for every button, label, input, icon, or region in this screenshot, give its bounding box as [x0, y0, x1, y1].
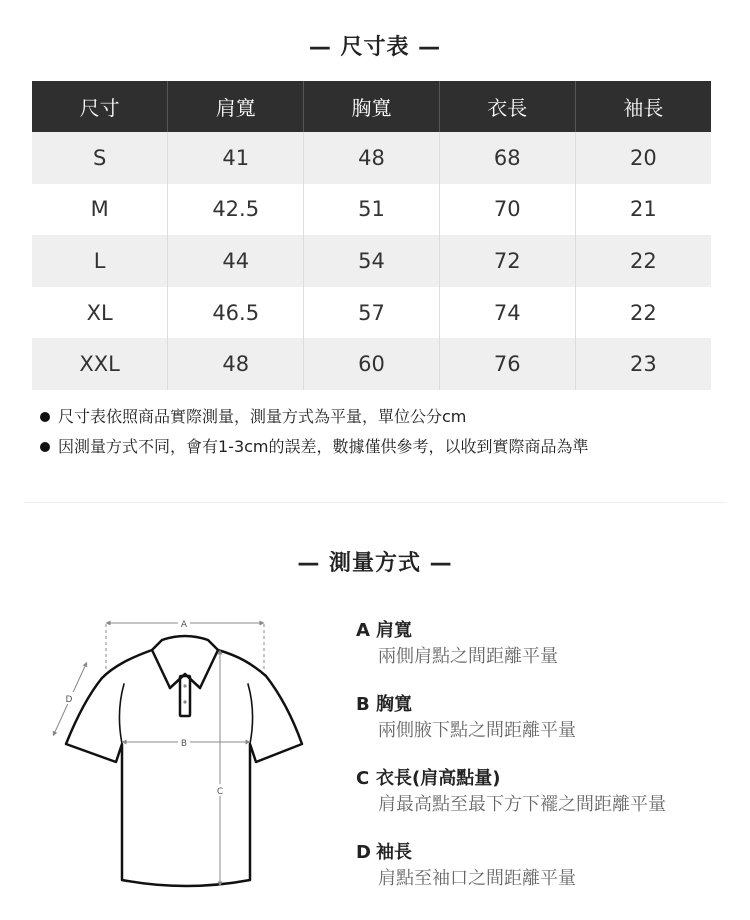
cell-size: S [32, 132, 168, 184]
polo-shirt-diagram [44, 612, 304, 892]
cell-sleeve: 22 [575, 235, 711, 287]
measurement-definitions [356, 618, 666, 914]
cell-length: 70 [439, 184, 575, 236]
cell-shoulder: 44 [168, 235, 304, 287]
bullet-icon [40, 442, 50, 452]
cell-shoulder: 42.5 [168, 184, 304, 236]
table-row [32, 184, 711, 236]
cell-length: 74 [439, 287, 575, 339]
cell-sleeve: 20 [575, 132, 711, 184]
def-letter: D [356, 842, 371, 863]
definition-item [356, 618, 666, 670]
guide-lines [106, 624, 264, 672]
definition-item [356, 766, 666, 818]
note-item [40, 432, 589, 462]
cell-chest: 48 [304, 132, 440, 184]
header-length: 衣長 [439, 81, 575, 132]
def-desc: 肩最高點至最下方下襬之間距離平量 [378, 794, 666, 815]
label-b: B [180, 739, 188, 749]
header-size: 尺寸 [32, 81, 168, 132]
def-desc: 兩側肩點之間距離平量 [378, 646, 558, 667]
cell-length: 72 [439, 235, 575, 287]
def-name: 衣長(肩高點量) [376, 768, 501, 789]
cell-length: 68 [439, 132, 575, 184]
header-chest: 胸寬 [304, 81, 440, 132]
def-letter: C [356, 768, 370, 789]
cell-sleeve: 21 [575, 184, 711, 236]
cell-shoulder: 48 [168, 338, 304, 390]
cell-size: XXL [32, 338, 168, 390]
note-item [40, 402, 589, 432]
definition-item [356, 692, 666, 744]
cell-chest: 60 [304, 338, 440, 390]
size-table [32, 81, 711, 390]
cell-shoulder: 46.5 [168, 287, 304, 339]
measure-title: — 測量方式 — [297, 551, 453, 576]
size-chart-title: — 尺寸表 — [308, 35, 442, 60]
def-name: 袖長 [376, 842, 412, 863]
table-row [32, 235, 711, 287]
cell-sleeve: 22 [575, 287, 711, 339]
table-row [32, 132, 711, 184]
header-shoulder: 肩寬 [168, 81, 304, 132]
cell-length: 76 [439, 338, 575, 390]
note-text: 因測量方式不同，會有1-3cm的誤差，數據僅供參考，以收到實際商品為準 [58, 437, 589, 456]
shirt-outline [66, 636, 302, 886]
label-c: C [216, 787, 224, 797]
def-letter: B [356, 694, 370, 715]
cell-size: XL [32, 287, 168, 339]
bullet-icon [40, 412, 50, 422]
cell-chest: 57 [304, 287, 440, 339]
note-text: 尺寸表依照商品實際測量，測量方式為平量，單位公分cm [58, 407, 467, 426]
table-row [32, 338, 711, 390]
cell-sleeve: 23 [575, 338, 711, 390]
notes-list [40, 402, 589, 462]
def-desc: 肩點至袖口之間距離平量 [378, 868, 576, 889]
section-divider [24, 502, 726, 503]
cell-size: M [32, 184, 168, 236]
cell-size: L [32, 235, 168, 287]
cell-chest: 54 [304, 235, 440, 287]
label-a: A [180, 620, 188, 630]
def-letter: A [356, 620, 370, 641]
label-d: D [65, 695, 73, 705]
def-name: 胸寬 [376, 694, 412, 715]
cell-chest: 51 [304, 184, 440, 236]
def-name: 肩寬 [376, 620, 412, 641]
def-desc: 兩側腋下點之間距離平量 [378, 720, 576, 741]
cell-shoulder: 41 [168, 132, 304, 184]
table-row [32, 287, 711, 339]
table-header-row [32, 81, 711, 132]
definition-item [356, 840, 666, 892]
header-sleeve: 袖長 [575, 81, 711, 132]
